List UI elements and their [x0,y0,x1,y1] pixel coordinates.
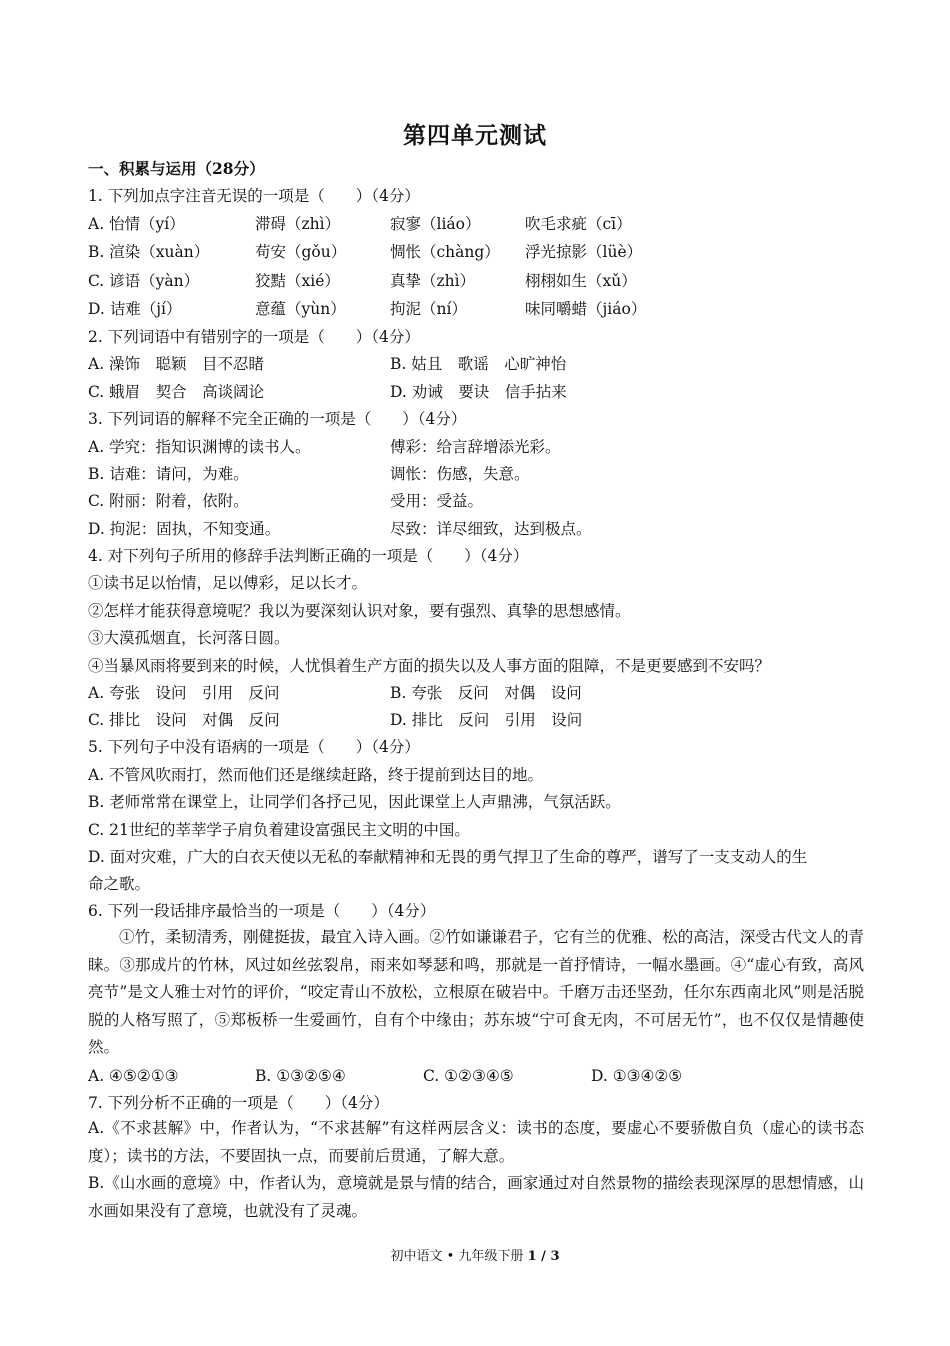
q6-option-b: B. ①③②⑤④ [255,1067,346,1085]
page-title: 第四单元测试 [403,122,547,149]
question-4-stem: 4. 对下列句子所用的修辞手法判断正确的一项是（ ）（4分） [88,547,529,565]
q1-b-item-1: B. 渲染（xuàn） [88,243,210,261]
footer-text: 初中语文 • 九年级下册 [390,1249,524,1264]
q5-option-d-line1: D. 面对灾难，广大的白衣天使以无私的奉献精神和无畏的勇气捍卫了生命的尊严，谱写了一支支动人的生 [88,848,808,866]
q1-b-item-3: 惆怅（chàng） [390,243,500,261]
q4-sentence-3: ③大漠孤烟直，长河落日圆。 [88,629,290,647]
q3-row-d-right: 尽致：详尽细致，达到极点。 [390,520,592,538]
q3-row-b-left: B. 诘难：请问，为难。 [88,465,249,483]
q4-option-c: C. 排比 设问 对偶 反问 [88,711,280,729]
question-6-stem: 6. 下列一段话排序最恰当的一项是（ ）（4分） [88,902,436,920]
q1-option-a [88,214,868,236]
q1-a-item-2: 滞碍（zhì） [255,215,341,233]
q1-c-item-2: 狡黠（xié） [255,272,340,290]
q1-b-item-4: 浮光掠影（lüè） [525,243,643,261]
q1-option-c [88,271,868,293]
q1-b-item-2: 苟安（gǒu） [255,243,347,261]
q1-a-item-4: 吹毛求疵（cī） [525,215,632,233]
q1-option-b [88,242,868,264]
question-2-stem: 2. 下列词语中有错别字的一项是（ ）（4分） [88,328,420,346]
q1-d-item-4: 味同嚼蜡（jiáo） [525,300,647,318]
q1-c-item-4: 栩栩如生（xǔ） [525,272,637,290]
q2-option-a: A. 澡饰 聪颖 目不忍睹 [88,355,265,373]
q1-d-item-3: 拘泥（ní） [390,300,467,318]
q3-row-b-right: 调怅：伤感，失意。 [390,465,530,483]
question-3-stem: 3. 下列词语的解释不完全正确的一项是（ ）（4分） [88,410,467,428]
q4-sentence-2: ②怎样才能获得意境呢？我以为要深刻认识对象，要有强烈、真挚的思想感情。 [88,602,631,620]
section-heading: 一、积累与运用（28分） [88,159,265,178]
question-1-stem: 1. 下列加点字注音无误的一项是（ ）（4分） [88,187,420,205]
q2-option-d: D. 劝诫 要诀 信手拈来 [390,383,567,401]
q4-option-a: A. 夸张 设问 引用 反问 [88,684,280,702]
q3-row-c-right: 受用：受益。 [390,492,484,510]
q1-a-item-3: 寂寥（liáo） [390,215,481,233]
q5-option-b: B. 老师常常在课堂上，让同学们各抒己见，因此课堂上人声鼎沸，气氛活跃。 [88,793,621,811]
q3-row-a-left: A. 学究：指知识渊博的读书人。 [88,438,311,456]
q6-option-c: C. ①②③④⑤ [423,1067,514,1085]
q2-option-b: B. 姑且 歌谣 心旷神怡 [390,355,567,373]
q3-row-a-right: 傅彩：给言辞增添光彩。 [390,438,561,456]
q5-option-a: A. 不管风吹雨打，然而他们还是继续赶路，终于提前到达目的地。 [88,766,544,784]
q7-option-b: B.《山水画的意境》中，作者认为，意境就是景与情的结合，画家通过对自然景物的描绘表现深厚的思想情感，山水画如果没有了意境，也就没有了灵魂。 [88,1174,864,1220]
q1-a-item-1: A. 怡情（yí） [88,215,185,233]
question-7-stem: 7. 下列分析不正确的一项是（ ）（4分） [88,1094,389,1112]
q3-row-d-left: D. 拘泥：固执，不知变通。 [88,520,281,538]
q1-option-d [88,299,868,321]
q6-option-a: A. ④⑤②①③ [88,1067,179,1085]
q4-sentence-4: ④当暴风雨将要到来的时候，人忧惧着生产方面的损失以及人事方面的阻障，不是更要感到不安吗？ [88,657,771,675]
q5-option-d-line2: 命之歌。 [88,875,151,893]
q6-passage [88,924,864,1062]
question-5-stem: 5. 下列句子中没有语病的一项是（ ）（4分） [88,738,420,756]
q6-option-d: D. ①③④②⑤ [591,1067,683,1085]
q4-option-d: D. 排比 反问 引用 设问 [390,711,583,729]
q2-option-c: C. 蛾眉 契合 高谈阔论 [88,383,265,401]
q1-c-item-3: 真挚（zhì） [390,272,476,290]
q1-d-item-2: 意蕴（yùn） [255,300,346,318]
q3-row-c-left: C. 附丽：附着，依附。 [88,492,249,510]
q7-option-a: A.《不求甚解》中，作者认为，“不求甚解”有这样两层含义：读书的态度，要虚心不要骄傲自负（虚心的读书态度）；读书的方法，不要固执一点，而要前后贯通，了解大意。 [88,1119,864,1165]
q1-c-item-1: C. 谚语（yàn） [88,272,200,290]
page-footer [0,1245,950,1264]
q1-d-item-1: D. 诘难（jí） [88,300,182,318]
q4-sentence-1: ①读书足以怡情，足以傅彩，足以长才。 [88,574,368,592]
q4-option-b: B. 夸张 反问 对偶 设问 [390,684,582,702]
q6-passage-text: ①竹，柔韧清秀，刚健挺拔，最宜入诗入画。②竹如谦谦君子，它有兰的优雅、松的高洁，深受古代文人的青睐。③那成片的竹林，风过如丝弦裂帛，雨来如琴瑟和鸣，那就是一首抒情诗，一幅水墨画。④“虚心有致，高风亮节”是文人雅士对竹的评价，“咬定青山不放松，立根原在破岩中。千磨万击还坚劲，任尔东西南北风”则是活脱脱的人格写照了，⑤郑板桥一生爱画竹，自有个中缘由；苏东坡“宁可食无肉，不可居无竹”，也不仅仅是情趣使然。 [88,928,864,1056]
q5-option-c: C. 21世纪的莘莘学子肩负着建设富强民主文明的中国。 [88,821,470,839]
page-number: 1 / 3 [527,1249,560,1264]
